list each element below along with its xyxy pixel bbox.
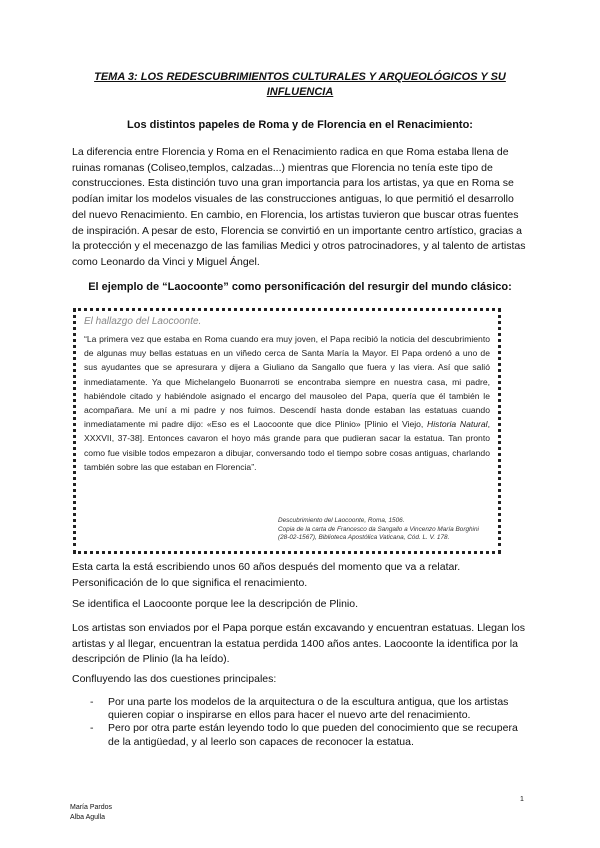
- paragraph-artistas: Los artistas son enviados por el Papa porque están excavando y encuentran estatuas. Llegan los artistas y al llegar, encuentran la estatua perdida 1400 años antes. Laocoonte la identifica por la descripción de Plinio (la ha leído).: [72, 622, 525, 666]
- quote-source-line2: Copia de la carta de Francesco da Sangallo a Vincenzo María Borghini (28-02-1567), Biblioteca Apostólica Vaticana, Cód. L. V. 178.: [278, 525, 479, 542]
- quote-text-part1: “La primera vez que estaba en Roma cuando era muy joven, el Papa recibió la noticia del descubrimiento de algunas muy bellas estatuas en un viñedo cerca de Santa María la Mayor. El Papa ordenó a uno de sus ayudantes que se apresurara y dijera a Giuliano da Sangallo que fuera y las viera. Así que salió inmediatamente. Ya que Michelangelo Buonarroti se encontraba siempre en nuestra casa, mi padre, habiéndole citado y habiéndole asignado el encargo del mausoleo del Papa, quería que él también le acompañara. Me uní a mi padre y nos fuimos. Descendí hasta donde estaban las estatuas cuando inmediatamente mi padre dijo: «Eso es el Laocoonte que dice Plinio» [Plinio el Viejo,: [84, 334, 490, 430]
- footer-author-1: María Pardos: [70, 804, 113, 811]
- bullet-list: [90, 696, 528, 749]
- list-item: [90, 722, 528, 748]
- bullet-dash: -: [90, 696, 94, 708]
- list-item-text: Pero por otra parte están leyendo todo lo que pueden del conocimiento que se recupera de la antigüedad, y al leerlo son capaces de reconocer la estatua.: [108, 722, 518, 748]
- list-item-text: Por una parte los modelos de la arquitectura o de la escultura antigua, que los artistas quieren copiar o inspirarse en ellos para hacer el nuevo arte del renacimiento.: [108, 696, 509, 722]
- footer-author-2: Alba Agulla: [70, 814, 106, 821]
- quote-box: [73, 308, 501, 554]
- quote-text: [84, 332, 490, 474]
- section-heading-laocoonte: El ejemplo de “Laocoonte” como personificación del resurgir del mundo clásico:: [88, 281, 512, 293]
- section-heading-roma-florencia: Los distintos papeles de Roma y de Florencia en el Renacimiento:: [127, 119, 473, 131]
- footer: [70, 803, 112, 823]
- quote-source: [278, 517, 488, 543]
- document-title: TEMA 3: LOS REDESCUBRIMIENTOS CULTURALES Y ARQUEOLÓGICOS Y SU INFLUENCIA: [94, 71, 506, 98]
- list-item: [90, 696, 528, 722]
- paragraph-identifica: Se identifica el Laocoonte porque lee la descripción de Plinio.: [72, 598, 359, 610]
- bullet-dash: -: [90, 722, 94, 735]
- quote-title: El hallazgo del Laocoonte.: [84, 316, 202, 327]
- page-number: 1: [520, 796, 524, 803]
- quote-source-line1: Descubrimiento del Laocoonte, Roma, 1506.: [278, 517, 405, 525]
- quote-text-part2: , XXXVII, 37-38]. Entonces cavaron el hoyo más grande para que pudieran sacar la estatua. Tan pronto como fue visible todos empezaron a dibujar, conversando todo el tiempo sobre cosas antiguas, charlando también sobre las que estaban en Florencia”.: [84, 419, 490, 472]
- paragraph-roma-florencia: La diferencia entre Florencia y Roma en el Renacimiento radica en que Roma estaba llena de ruinas romanas (Coliseo,templos, calzadas...) mientras que Florencia no tenía este tipo de construcciones. Esta distinción tuvo una gran importancia para los artistas, ya que en Roma se podían imitar los modelos visuales de las construcciones antiguas, lo que permitió el desarrollo del nuevo Renacimiento. En cambio, en Florencia, los artistas tuvieron que buscar otras fuentes de inspiración. A pesar de esto, Florencia se convirtió en un importante centro artístico, gracias a la protección y el mecenazgo de las familias Medici y otros patrocinadores, y al talento de artistas como Leonardo da Vinci y Miguel Ángel.: [72, 146, 526, 268]
- paragraph-confluyendo: Confluyendo las dos cuestiones principales:: [72, 673, 277, 685]
- quote-text-italic: Historia Natural: [427, 419, 488, 430]
- paragraph-carta: Esta carta la está escribiendo unos 60 años después del momento que va a relatar. Personificación de lo que significa el renacimiento.: [72, 561, 461, 589]
